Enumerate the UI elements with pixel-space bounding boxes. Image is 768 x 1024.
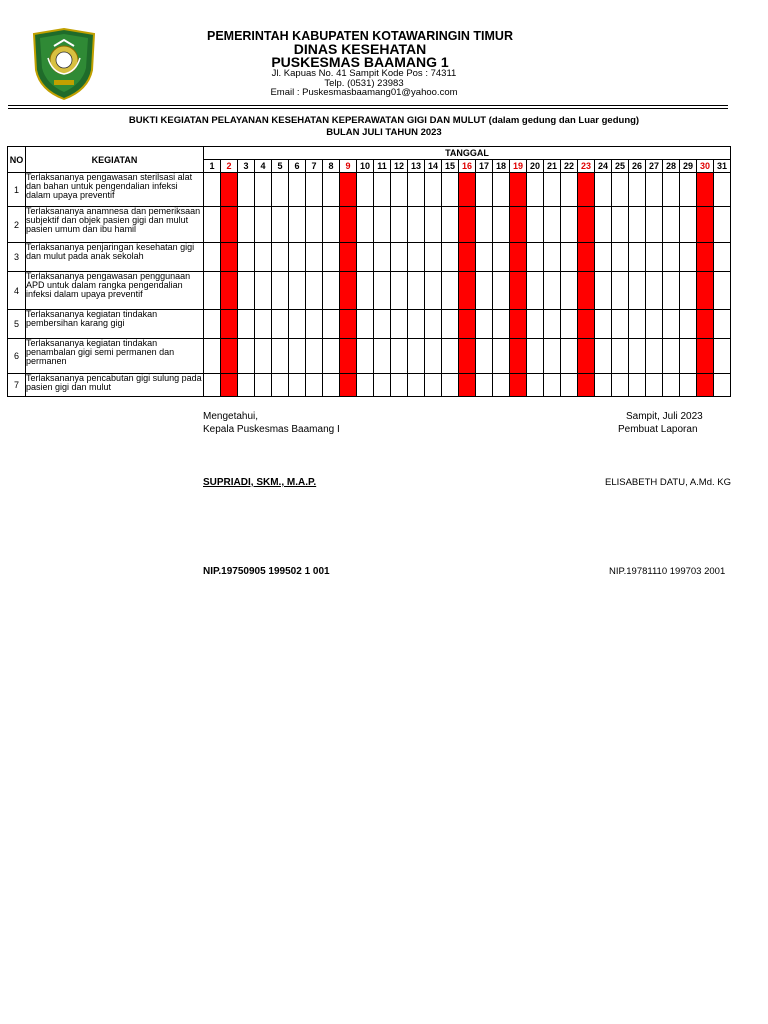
day-header: 16 bbox=[459, 160, 476, 173]
day-cell bbox=[238, 207, 255, 243]
table-row bbox=[8, 173, 731, 207]
day-cell bbox=[442, 207, 459, 243]
day-cell bbox=[374, 243, 391, 272]
acknowledged-label: Mengetahui, bbox=[203, 411, 259, 422]
day-cell bbox=[629, 243, 646, 272]
day-header: 12 bbox=[391, 160, 408, 173]
day-cell bbox=[629, 339, 646, 374]
day-cell bbox=[255, 207, 272, 243]
day-cell bbox=[544, 374, 561, 397]
day-cell bbox=[204, 310, 221, 339]
day-cell bbox=[493, 339, 510, 374]
day-cell bbox=[629, 272, 646, 310]
day-cell bbox=[238, 173, 255, 207]
day-cell bbox=[714, 173, 731, 207]
day-header: 15 bbox=[442, 160, 459, 173]
column-header-no: NO bbox=[8, 147, 26, 173]
day-cell bbox=[357, 374, 374, 397]
institution-name: PUSKESMAS BAAMANG 1 bbox=[271, 54, 449, 70]
day-cell bbox=[204, 243, 221, 272]
holiday-cell bbox=[340, 310, 357, 339]
head-nip: NIP.19750905 199502 1 001 bbox=[203, 566, 330, 577]
day-cell bbox=[663, 374, 680, 397]
day-cell bbox=[595, 243, 612, 272]
day-cell bbox=[629, 310, 646, 339]
day-cell bbox=[680, 173, 697, 207]
day-cell bbox=[272, 374, 289, 397]
day-cell bbox=[527, 173, 544, 207]
day-header: 27 bbox=[646, 160, 663, 173]
day-cell bbox=[442, 272, 459, 310]
day-cell bbox=[425, 310, 442, 339]
day-cell bbox=[357, 272, 374, 310]
day-cell bbox=[442, 173, 459, 207]
day-cell bbox=[289, 310, 306, 339]
day-cell bbox=[289, 243, 306, 272]
day-cell bbox=[323, 310, 340, 339]
day-cell bbox=[595, 374, 612, 397]
day-cell bbox=[425, 374, 442, 397]
day-cell bbox=[238, 310, 255, 339]
day-cell bbox=[357, 243, 374, 272]
day-cell bbox=[595, 339, 612, 374]
day-cell bbox=[612, 310, 629, 339]
head-name: SUPRIADI, SKM., M.A.P. bbox=[203, 477, 317, 488]
day-cell bbox=[255, 173, 272, 207]
day-cell bbox=[595, 310, 612, 339]
day-cell bbox=[612, 243, 629, 272]
day-cell bbox=[374, 173, 391, 207]
holiday-cell bbox=[340, 243, 357, 272]
day-header: 22 bbox=[561, 160, 578, 173]
day-cell bbox=[493, 374, 510, 397]
holiday-cell bbox=[578, 272, 595, 310]
day-cell bbox=[238, 272, 255, 310]
day-header: 29 bbox=[680, 160, 697, 173]
day-cell bbox=[323, 243, 340, 272]
day-cell bbox=[476, 207, 493, 243]
holiday-cell bbox=[578, 243, 595, 272]
day-cell bbox=[646, 272, 663, 310]
holiday-cell bbox=[221, 339, 238, 374]
day-header: 24 bbox=[595, 160, 612, 173]
day-cell bbox=[289, 272, 306, 310]
day-cell bbox=[476, 339, 493, 374]
day-header: 25 bbox=[612, 160, 629, 173]
holiday-cell bbox=[340, 272, 357, 310]
day-cell bbox=[493, 272, 510, 310]
holiday-cell bbox=[697, 272, 714, 310]
day-header: 30 bbox=[697, 160, 714, 173]
day-cell bbox=[476, 173, 493, 207]
table-row bbox=[8, 207, 731, 243]
holiday-cell bbox=[340, 339, 357, 374]
day-cell bbox=[663, 207, 680, 243]
day-cell bbox=[255, 243, 272, 272]
row-activity: Terlaksananya kegiatan tindakan pembersihan karang gigi bbox=[26, 310, 204, 339]
row-number: 5 bbox=[8, 310, 26, 339]
day-cell bbox=[374, 339, 391, 374]
day-header: 18 bbox=[493, 160, 510, 173]
reporter-title: Pembuat Laporan bbox=[618, 424, 698, 435]
day-cell bbox=[289, 374, 306, 397]
day-cell bbox=[527, 310, 544, 339]
day-cell bbox=[612, 207, 629, 243]
day-header: 26 bbox=[629, 160, 646, 173]
day-header: 19 bbox=[510, 160, 527, 173]
day-cell bbox=[408, 339, 425, 374]
day-cell bbox=[323, 272, 340, 310]
day-cell bbox=[238, 339, 255, 374]
day-cell bbox=[425, 173, 442, 207]
row-number: 1 bbox=[8, 173, 26, 207]
day-cell bbox=[204, 173, 221, 207]
day-cell bbox=[561, 339, 578, 374]
day-cell bbox=[323, 173, 340, 207]
holiday-cell bbox=[459, 243, 476, 272]
day-cell bbox=[714, 272, 731, 310]
day-cell bbox=[391, 173, 408, 207]
day-cell bbox=[204, 374, 221, 397]
day-cell bbox=[680, 310, 697, 339]
day-cell bbox=[272, 339, 289, 374]
day-cell bbox=[306, 207, 323, 243]
day-cell bbox=[238, 374, 255, 397]
holiday-cell bbox=[510, 173, 527, 207]
day-cell bbox=[391, 272, 408, 310]
day-header: 28 bbox=[663, 160, 680, 173]
day-cell bbox=[476, 243, 493, 272]
day-cell bbox=[527, 339, 544, 374]
day-cell bbox=[561, 272, 578, 310]
day-cell bbox=[306, 339, 323, 374]
day-cell bbox=[204, 272, 221, 310]
holiday-cell bbox=[459, 173, 476, 207]
day-cell bbox=[561, 207, 578, 243]
day-cell bbox=[425, 207, 442, 243]
day-cell bbox=[238, 243, 255, 272]
holiday-cell bbox=[697, 339, 714, 374]
day-cell bbox=[595, 272, 612, 310]
holiday-cell bbox=[510, 207, 527, 243]
holiday-cell bbox=[340, 374, 357, 397]
holiday-cell bbox=[221, 310, 238, 339]
day-cell bbox=[544, 243, 561, 272]
day-header: 5 bbox=[272, 160, 289, 173]
holiday-cell bbox=[340, 207, 357, 243]
holiday-cell bbox=[221, 272, 238, 310]
day-cell bbox=[663, 243, 680, 272]
row-activity: Terlaksananya pencabutan gigi sulung pada pasien gigi dan mulut bbox=[26, 374, 204, 397]
day-cell bbox=[442, 374, 459, 397]
day-cell bbox=[374, 374, 391, 397]
holiday-cell bbox=[221, 374, 238, 397]
day-cell bbox=[408, 243, 425, 272]
day-cell bbox=[306, 243, 323, 272]
holiday-cell bbox=[697, 207, 714, 243]
day-cell bbox=[595, 207, 612, 243]
day-header: 21 bbox=[544, 160, 561, 173]
day-cell bbox=[289, 207, 306, 243]
row-activity: Terlaksananya pengawasan penggunaan APD untuk dalam rangka pengendalian infeksi dalam upaya preventif bbox=[26, 272, 204, 310]
day-cell bbox=[306, 272, 323, 310]
day-header: 8 bbox=[323, 160, 340, 173]
row-number: 7 bbox=[8, 374, 26, 397]
day-cell bbox=[425, 339, 442, 374]
day-cell bbox=[391, 207, 408, 243]
holiday-cell bbox=[221, 243, 238, 272]
day-cell bbox=[544, 339, 561, 374]
day-header: 6 bbox=[289, 160, 306, 173]
day-cell bbox=[204, 339, 221, 374]
holiday-cell bbox=[459, 310, 476, 339]
day-cell bbox=[272, 207, 289, 243]
day-cell bbox=[612, 272, 629, 310]
day-cell bbox=[357, 173, 374, 207]
day-cell bbox=[663, 272, 680, 310]
column-header-activity: KEGIATAN bbox=[26, 147, 204, 173]
day-cell bbox=[714, 339, 731, 374]
day-cell bbox=[544, 272, 561, 310]
holiday-cell bbox=[459, 207, 476, 243]
day-header: 4 bbox=[255, 160, 272, 173]
day-cell bbox=[612, 173, 629, 207]
holiday-cell bbox=[697, 173, 714, 207]
day-cell bbox=[646, 310, 663, 339]
day-cell bbox=[680, 207, 697, 243]
day-cell bbox=[391, 374, 408, 397]
day-cell bbox=[255, 310, 272, 339]
day-header: 10 bbox=[357, 160, 374, 173]
holiday-cell bbox=[578, 207, 595, 243]
day-header: 9 bbox=[340, 160, 357, 173]
day-cell bbox=[561, 310, 578, 339]
holiday-cell bbox=[510, 339, 527, 374]
day-header: 1 bbox=[204, 160, 221, 173]
day-cell bbox=[272, 272, 289, 310]
day-cell bbox=[408, 374, 425, 397]
day-cell bbox=[680, 243, 697, 272]
day-cell bbox=[527, 243, 544, 272]
day-header: 31 bbox=[714, 160, 731, 173]
header-divider-thick bbox=[8, 105, 728, 106]
day-cell bbox=[544, 173, 561, 207]
day-cell bbox=[714, 207, 731, 243]
table-row bbox=[8, 272, 731, 310]
day-cell bbox=[272, 243, 289, 272]
day-cell bbox=[408, 310, 425, 339]
day-cell bbox=[680, 374, 697, 397]
day-cell bbox=[714, 310, 731, 339]
holiday-cell bbox=[578, 173, 595, 207]
day-cell bbox=[646, 339, 663, 374]
regency-emblem-logo bbox=[32, 28, 96, 100]
day-cell bbox=[204, 207, 221, 243]
day-cell bbox=[680, 272, 697, 310]
day-cell bbox=[374, 272, 391, 310]
day-cell bbox=[646, 243, 663, 272]
row-number: 3 bbox=[8, 243, 26, 272]
row-activity: Terlaksananya kegiatan tindakan penambalan gigi semi permanen dan permanen bbox=[26, 339, 204, 374]
holiday-cell bbox=[510, 374, 527, 397]
day-cell bbox=[663, 339, 680, 374]
holiday-cell bbox=[697, 243, 714, 272]
day-cell bbox=[255, 339, 272, 374]
day-cell bbox=[663, 310, 680, 339]
day-cell bbox=[391, 243, 408, 272]
day-header: 3 bbox=[238, 160, 255, 173]
address-text: Jl. Kapuas No. 41 Sampit Kode Pos : 74311 bbox=[271, 68, 457, 79]
day-cell bbox=[714, 374, 731, 397]
day-cell bbox=[391, 339, 408, 374]
day-header: 7 bbox=[306, 160, 323, 173]
day-header: 14 bbox=[425, 160, 442, 173]
day-cell bbox=[612, 339, 629, 374]
column-header-dates: TANGGAL bbox=[204, 147, 731, 160]
day-cell bbox=[612, 374, 629, 397]
day-header: 13 bbox=[408, 160, 425, 173]
day-cell bbox=[527, 207, 544, 243]
day-cell bbox=[493, 207, 510, 243]
header-divider-thin bbox=[8, 108, 728, 109]
holiday-cell bbox=[510, 243, 527, 272]
day-cell bbox=[595, 173, 612, 207]
day-cell bbox=[646, 207, 663, 243]
day-cell bbox=[680, 339, 697, 374]
day-cell bbox=[442, 310, 459, 339]
day-cell bbox=[425, 243, 442, 272]
government-name: PEMERINTAH KABUPATEN KOTAWARINGIN TIMUR bbox=[206, 29, 513, 43]
day-cell bbox=[323, 207, 340, 243]
day-cell bbox=[357, 310, 374, 339]
day-cell bbox=[255, 374, 272, 397]
day-cell bbox=[629, 173, 646, 207]
day-cell bbox=[323, 339, 340, 374]
day-cell bbox=[561, 173, 578, 207]
row-activity: Terlaksananya pengawasan sterilsasi alat dan bahan untuk pengendalian infeksi dalam upaya preventif bbox=[26, 173, 204, 207]
day-cell bbox=[408, 272, 425, 310]
holiday-cell bbox=[697, 374, 714, 397]
day-header: 11 bbox=[374, 160, 391, 173]
holiday-cell bbox=[697, 310, 714, 339]
day-cell bbox=[357, 339, 374, 374]
day-cell bbox=[476, 272, 493, 310]
day-cell bbox=[561, 374, 578, 397]
holiday-cell bbox=[459, 374, 476, 397]
day-cell bbox=[272, 173, 289, 207]
table-row bbox=[8, 374, 731, 397]
table-row bbox=[8, 310, 731, 339]
row-activity: Terlaksananya penjaringan kesehatan gigi dan mulut pada anak sekolah bbox=[26, 243, 204, 272]
day-cell bbox=[306, 310, 323, 339]
day-cell bbox=[306, 374, 323, 397]
day-header: 23 bbox=[578, 160, 595, 173]
holiday-cell bbox=[578, 374, 595, 397]
email-text: Email : Puskesmasbaamang01@yahoo.com bbox=[270, 87, 458, 98]
document-title: BUKTI KEGIATAN PELAYANAN KESEHATAN KEPERAWATAN GIGI DAN MULUT (dalam gedung dan Luar gedung) bbox=[128, 115, 640, 126]
holiday-cell bbox=[510, 310, 527, 339]
row-number: 6 bbox=[8, 339, 26, 374]
table-row bbox=[8, 243, 731, 272]
day-cell bbox=[629, 374, 646, 397]
reporter-name: ELISABETH DATU, A.Md. KG bbox=[605, 477, 731, 488]
head-title: Kepala Puskesmas Baamang I bbox=[203, 424, 340, 435]
row-number: 2 bbox=[8, 207, 26, 243]
day-cell bbox=[425, 272, 442, 310]
day-cell bbox=[493, 310, 510, 339]
reporter-nip: NIP.19781110 199703 2001 bbox=[609, 566, 726, 577]
day-cell bbox=[374, 207, 391, 243]
day-cell bbox=[442, 243, 459, 272]
table-row bbox=[8, 339, 731, 374]
day-cell bbox=[323, 374, 340, 397]
day-cell bbox=[272, 310, 289, 339]
holiday-cell bbox=[221, 207, 238, 243]
holiday-cell bbox=[459, 272, 476, 310]
row-number: 4 bbox=[8, 272, 26, 310]
holiday-cell bbox=[578, 339, 595, 374]
day-cell bbox=[374, 310, 391, 339]
day-cell bbox=[408, 173, 425, 207]
holiday-cell bbox=[578, 310, 595, 339]
day-header: 20 bbox=[527, 160, 544, 173]
department-name: DINAS KESEHATAN bbox=[293, 41, 427, 57]
day-cell bbox=[391, 310, 408, 339]
day-cell bbox=[714, 243, 731, 272]
document-period: BULAN JULI TAHUN 2023 bbox=[326, 127, 442, 138]
holiday-cell bbox=[340, 173, 357, 207]
row-activity: Terlaksananya anamnesa dan pemeriksaan subjektif dan objek pasien gigi dan mulut pasien umum dan ibu hamil bbox=[26, 207, 204, 243]
place-date: Sampit, Juli 2023 bbox=[626, 411, 703, 422]
day-header: 2 bbox=[221, 160, 238, 173]
day-cell bbox=[408, 207, 425, 243]
day-cell bbox=[663, 173, 680, 207]
holiday-cell bbox=[510, 272, 527, 310]
holiday-cell bbox=[459, 339, 476, 374]
day-header: 17 bbox=[476, 160, 493, 173]
day-cell bbox=[476, 374, 493, 397]
phone-text: Telp. (0531) 23983 bbox=[324, 78, 404, 89]
day-cell bbox=[646, 374, 663, 397]
day-cell bbox=[629, 207, 646, 243]
day-cell bbox=[527, 272, 544, 310]
day-cell bbox=[442, 339, 459, 374]
holiday-cell bbox=[221, 173, 238, 207]
day-cell bbox=[289, 339, 306, 374]
day-cell bbox=[493, 243, 510, 272]
activity-calendar-table bbox=[7, 146, 731, 397]
day-cell bbox=[357, 207, 374, 243]
day-cell bbox=[544, 207, 561, 243]
day-cell bbox=[646, 173, 663, 207]
day-cell bbox=[476, 310, 493, 339]
day-cell bbox=[289, 173, 306, 207]
day-cell bbox=[527, 374, 544, 397]
day-cell bbox=[493, 173, 510, 207]
day-cell bbox=[255, 272, 272, 310]
day-cell bbox=[544, 310, 561, 339]
day-cell bbox=[306, 173, 323, 207]
day-cell bbox=[561, 243, 578, 272]
